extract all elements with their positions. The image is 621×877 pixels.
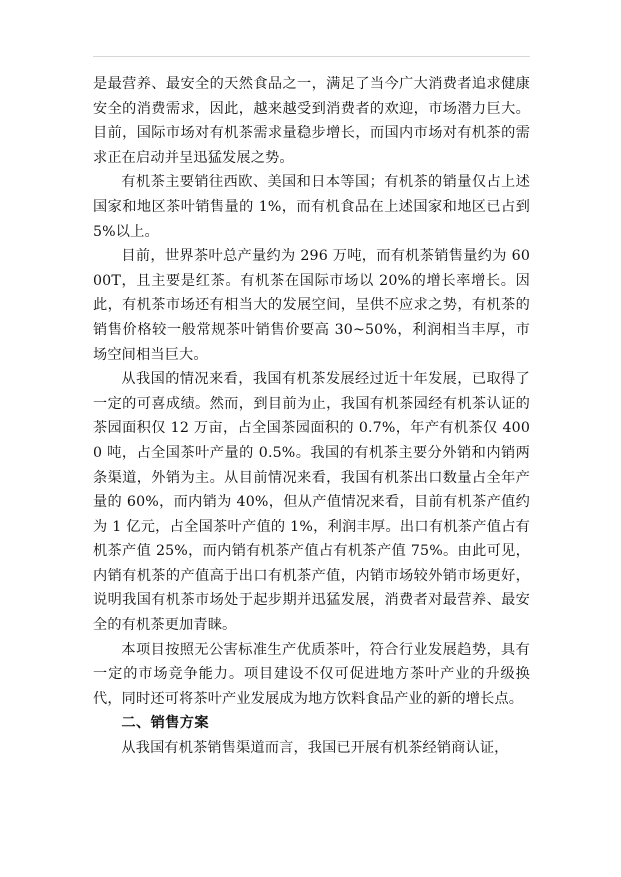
paragraph-export-markets: 有机茶主要销往西欧、美国和日本等国；有机茶的销量仅占上述国家和地区茶叶销售量的 1%，而有机食品在上述国家和地区已占到 5%以上。 (93, 174, 530, 240)
paragraph-market-potential: 是最营养、最安全的天然食品之一，满足了当今广大消费者追求健康安全的消费需求，因此，越来越受到消费者的欢迎，市场潜力巨大。目前，国际市场对有机茶需求量稳步增长，而国内市场对有机茶的需求正在启动并呈迅猛发展之势。 (93, 76, 530, 166)
document-body (93, 72, 530, 761)
header-rule (93, 56, 530, 57)
section-heading-sales-plan: 二、销售方案 (121, 715, 209, 732)
paragraph-sales-channels: 从我国有机茶销售渠道而言，我国已开展有机茶经销商认证， (121, 740, 509, 757)
paragraph-china-situation: 从我国的情况来看，我国有机茶发展经过近十年发展，已取得了一定的可喜成绩。然而，到目前为止，我国有机茶园经有机茶认证的茶园面积仅 12 万亩，占全国茶园面积的 0.7%，年产有机茶仅 4000 吨，占全国茶叶产量的 0.5%。我国的有机茶主要分外销和内销两条渠道，外销为主。从目前情况来看，我国有机茶出口数量占全年产量的 60%，而内销为 40%，但从产值情况来看，目前有机茶产值约为 1 亿元，占全国茶叶产值的 1%，利润丰厚。出口有机茶产值占有机茶产值 25%，而内销有机茶产值占有机茶产值 75%。由此可见，内销有机茶的产值高于出口有机茶产值，内销市场较外销市场更好，说明我国有机茶市场处于起步期并迅猛发展，消费者对最营养、最安全的有机茶更加青睐。 (93, 371, 530, 634)
paragraph-project-summary: 本项目按照无公害标准生产优质茶叶，符合行业发展趋势，具有一定的市场竞争能力。项目建设不仅可促进地方茶叶产业的升级换代，同时还可将茶叶产业发展成为地方饮料食品产业的新的增长点。 (93, 641, 530, 707)
paragraph-world-production: 目前，世界茶叶总产量约为 296 万吨，而有机茶销售量约为 6000T，且主要是红茶。有机茶在国际市场以 20%的增长率增长。因此，有机茶市场还有相当大的发展空间，呈供不应求之势，有机茶的销售价格较一般常规茶叶销售价要高 30~50%，利润相当丰厚，市场空间相当巨大。 (93, 248, 530, 363)
